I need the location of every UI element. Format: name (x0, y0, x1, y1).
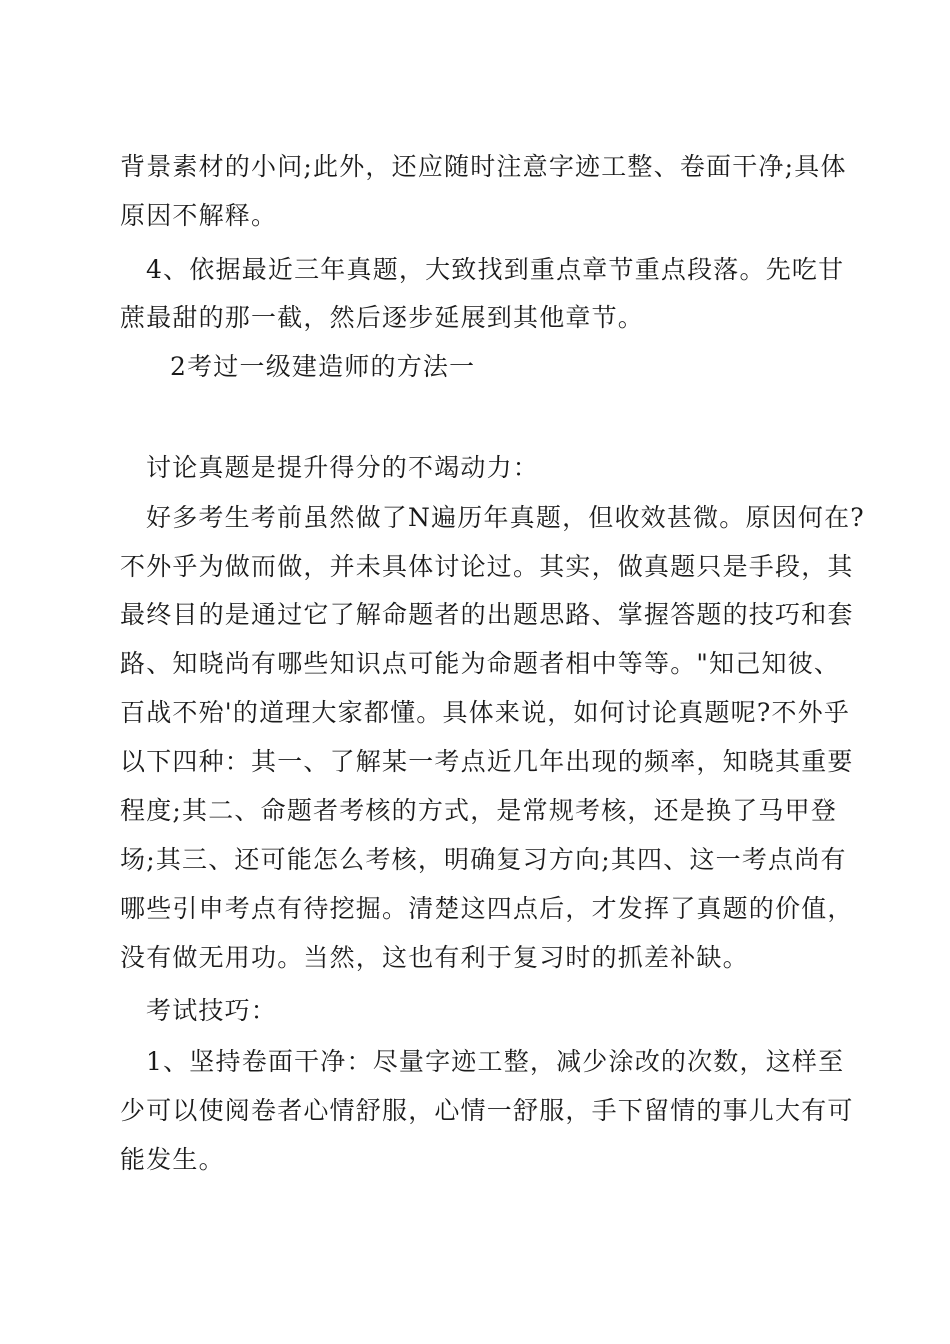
paragraph-line: 路、知晓尚有哪些知识点可能为命题者相中等等。"知己知彼、 (120, 649, 841, 678)
paragraph-line: 以下四种：其一、了解某一考点近几年出现的频率，知晓其重要 (120, 747, 854, 776)
section-heading: 2考过一级建造师的方法一 (170, 352, 476, 381)
paragraph-line: 1、坚持卷面干净：尽量字迹工整，减少涂改的次数，这样至 (146, 1047, 845, 1076)
paragraph-line: 讨论真题是提升得分的不竭动力： (146, 453, 540, 482)
paragraph-line: 哪些引申考点有待挖掘。清楚这四点后，才发挥了真题的价值， (120, 894, 854, 923)
paragraph-line: 背景素材的小问;此外，还应随时注意字迹工整、卷面干净;具体 (120, 152, 847, 181)
paragraph-line: 能发生。 (120, 1145, 225, 1174)
paragraph-line: 场;其三、还可能怎么考核，明确复习方向;其四、这一考点尚有 (120, 845, 847, 874)
paragraph-line: 不外乎为做而做，并未具体讨论过。其实，做真题只是手段，其 (120, 552, 854, 581)
paragraph-line: 没有做无用功。当然，这也有利于复习时的抓差补缺。 (120, 943, 749, 972)
paragraph-line: 考试技巧： (146, 996, 278, 1025)
paragraph-line: 原因不解释。 (120, 201, 278, 230)
paragraph-line: 4、依据最近三年真题，大致找到重点章节重点段落。先吃甘 (146, 255, 845, 284)
paragraph-line: 蔗最甜的那一截，然后逐步延展到其他章节。 (120, 303, 645, 332)
paragraph-line: 最终目的是通过它了解命题者的出题思路、掌握答题的技巧和套 (120, 600, 854, 629)
paragraph-line: 少可以使阅卷者心情舒服，心情一舒服，手下留情的事儿大有可 (120, 1096, 854, 1125)
paragraph-line: 好多考生考前虽然做了N遍历年真题，但收效甚微。原因何在? (146, 503, 865, 532)
paragraph-line: 百战不殆'的道理大家都懂。具体来说，如何讨论真题呢?不外乎 (120, 698, 851, 727)
paragraph-line: 程度;其二、命题者考核的方式，是常规考核，还是换了马甲登 (120, 796, 838, 825)
